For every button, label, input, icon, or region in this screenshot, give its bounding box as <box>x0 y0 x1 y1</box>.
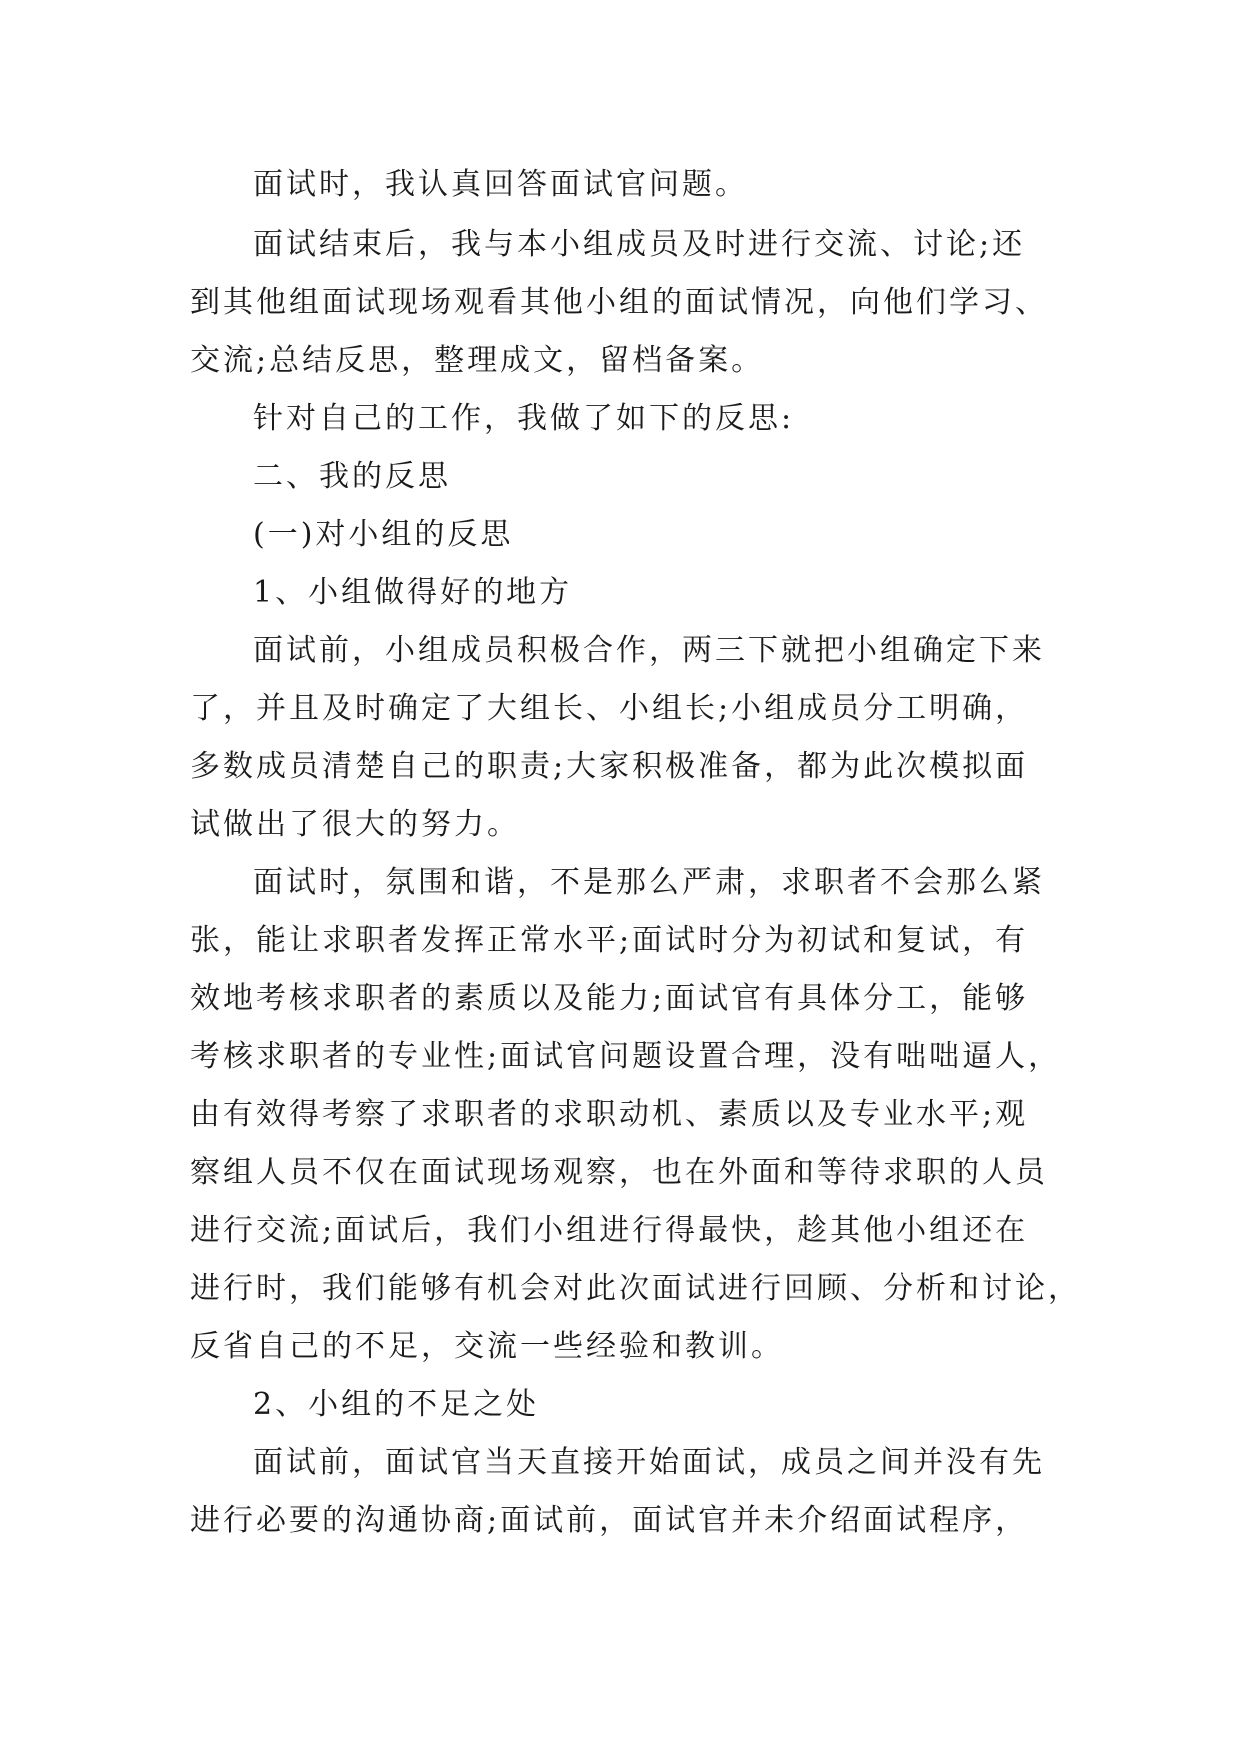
paragraph-line: 考核求职者的专业性;面试官问题设置合理，没有咄咄逼人， <box>190 1039 1062 1074</box>
paragraph-line: 效地考核求职者的素质以及能力;面试官有具体分工，能够 <box>190 981 1029 1016</box>
paragraph-line: 面试时，氛围和谐，不是那么严肃，求职者不会那么紧 <box>253 865 1045 900</box>
paragraph-line: 面试结束后，我与本小组成员及时进行交流、讨论;还 <box>253 227 1026 262</box>
item-heading: 2、小组的不足之处 <box>253 1387 540 1422</box>
paragraph-line: 张，能让求职者发挥正常水平;面试时分为初试和复试，有 <box>190 923 1029 958</box>
paragraph-line: 到其他组面试现场观看其他小组的面试情况，向他们学习、 <box>190 285 1048 320</box>
paragraph-line: 试做出了很大的努力。 <box>190 807 520 842</box>
paragraph-line: 由有效得考察了求职者的求职动机、素质以及专业水平;观 <box>190 1097 1029 1132</box>
paragraph-line: 交流;总结反思，整理成文，留档备案。 <box>190 343 765 378</box>
item-heading: 1、小组做得好的地方 <box>253 575 573 610</box>
paragraph-line: 进行交流;面试后，我们小组进行得最快，趁其他小组还在 <box>190 1213 1029 1248</box>
paragraph-line: 面试时，我认真回答面试官问题。 <box>253 167 748 202</box>
paragraph-line: 多数成员清楚自己的职责;大家积极准备，都为此次模拟面 <box>190 749 1029 784</box>
paragraph-line: 面试前，面试官当天直接开始面试，成员之间并没有先 <box>253 1445 1045 1480</box>
paragraph-line: 针对自己的工作，我做了如下的反思: <box>253 401 795 436</box>
paragraph-line: 面试前，小组成员积极合作，两三下就把小组确定下来 <box>253 633 1045 668</box>
paragraph-line: 进行时，我们能够有机会对此次面试进行回顾、分析和讨论， <box>190 1271 1081 1306</box>
section-heading: 二、我的反思 <box>253 459 451 494</box>
paragraph-line: 反省自己的不足，交流一些经验和教训。 <box>190 1329 784 1364</box>
paragraph-line: 了，并且及时确定了大组长、小组长;小组成员分工明确， <box>190 691 1029 726</box>
paragraph-line: 察组人员不仅在面试现场观察，也在外面和等待求职的人员 <box>190 1155 1048 1190</box>
subsection-heading: (一)对小组的反思 <box>253 517 514 552</box>
paragraph-line: 进行必要的沟通协商;面试前，面试官并未介绍面试程序， <box>190 1503 1029 1538</box>
